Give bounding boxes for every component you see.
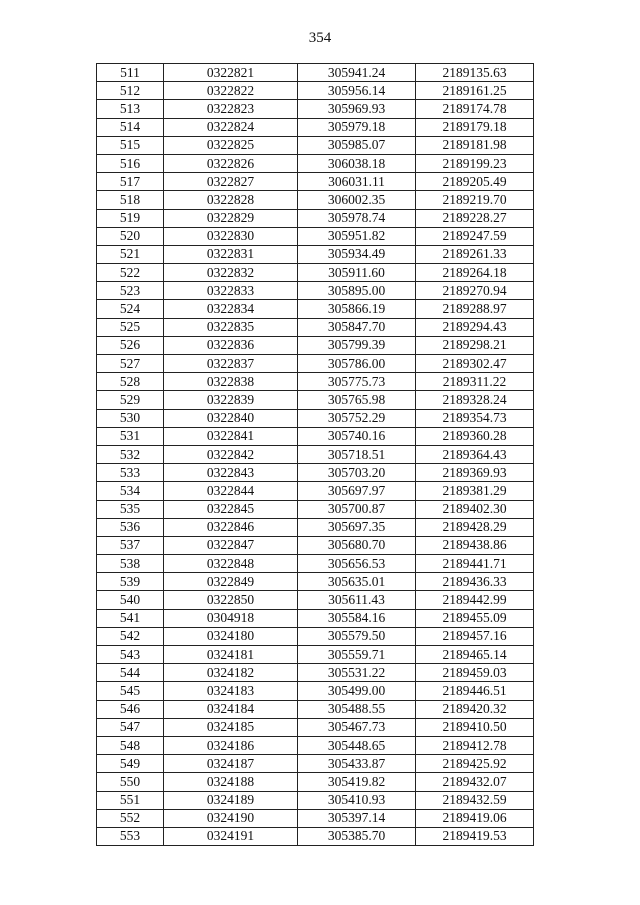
row-number-cell: 545 [97, 682, 164, 700]
point-id-cell: 0322824 [164, 118, 298, 136]
row-number-cell: 531 [97, 427, 164, 445]
point-id-cell: 0322827 [164, 173, 298, 191]
x-coordinate-cell: 305697.35 [298, 518, 416, 536]
row-number-cell: 519 [97, 209, 164, 227]
y-coordinate-cell: 2189360.28 [416, 427, 534, 445]
table-row [97, 500, 534, 518]
row-number-cell: 511 [97, 64, 164, 82]
point-id-cell: 0324184 [164, 700, 298, 718]
y-coordinate-cell: 2189364.43 [416, 445, 534, 463]
table-row [97, 227, 534, 245]
table-row [97, 682, 534, 700]
y-coordinate-cell: 2189420.32 [416, 700, 534, 718]
point-id-cell: 0322831 [164, 245, 298, 263]
x-coordinate-cell: 305680.70 [298, 536, 416, 554]
y-coordinate-cell: 2189459.03 [416, 664, 534, 682]
point-id-cell: 0322822 [164, 82, 298, 100]
x-coordinate-cell: 305978.74 [298, 209, 416, 227]
x-coordinate-cell: 305941.24 [298, 64, 416, 82]
x-coordinate-cell: 305385.70 [298, 827, 416, 845]
table-row [97, 82, 534, 100]
x-coordinate-cell: 305799.39 [298, 336, 416, 354]
point-id-cell: 0322835 [164, 318, 298, 336]
y-coordinate-cell: 2189199.23 [416, 154, 534, 172]
point-id-cell: 0324188 [164, 773, 298, 791]
y-coordinate-cell: 2189425.92 [416, 755, 534, 773]
x-coordinate-cell: 305559.71 [298, 646, 416, 664]
row-number-cell: 536 [97, 518, 164, 536]
row-number-cell: 527 [97, 355, 164, 373]
table-row [97, 136, 534, 154]
x-coordinate-cell: 305584.16 [298, 609, 416, 627]
point-id-cell: 0322848 [164, 555, 298, 573]
table-row [97, 118, 534, 136]
table-row [97, 373, 534, 391]
x-coordinate-cell: 305985.07 [298, 136, 416, 154]
table-row [97, 664, 534, 682]
x-coordinate-cell: 305419.82 [298, 773, 416, 791]
x-coordinate-cell: 305979.18 [298, 118, 416, 136]
row-number-cell: 517 [97, 173, 164, 191]
table-row [97, 555, 534, 573]
y-coordinate-cell: 2189264.18 [416, 264, 534, 282]
x-coordinate-cell: 305740.16 [298, 427, 416, 445]
coordinates-table [96, 63, 534, 846]
table-row [97, 336, 534, 354]
y-coordinate-cell: 2189441.71 [416, 555, 534, 573]
x-coordinate-cell: 305433.87 [298, 755, 416, 773]
row-number-cell: 546 [97, 700, 164, 718]
table-row [97, 154, 534, 172]
point-id-cell: 0322844 [164, 482, 298, 500]
point-id-cell: 0322821 [164, 64, 298, 82]
x-coordinate-cell: 305934.49 [298, 245, 416, 263]
point-id-cell: 0322832 [164, 264, 298, 282]
x-coordinate-cell: 305531.22 [298, 664, 416, 682]
point-id-cell: 0304918 [164, 609, 298, 627]
y-coordinate-cell: 2189298.21 [416, 336, 534, 354]
table-row [97, 518, 534, 536]
y-coordinate-cell: 2189465.14 [416, 646, 534, 664]
y-coordinate-cell: 2189438.86 [416, 536, 534, 554]
row-number-cell: 552 [97, 809, 164, 827]
point-id-cell: 0324190 [164, 809, 298, 827]
y-coordinate-cell: 2189174.78 [416, 100, 534, 118]
x-coordinate-cell: 305911.60 [298, 264, 416, 282]
table-row [97, 736, 534, 754]
y-coordinate-cell: 2189432.59 [416, 791, 534, 809]
row-number-cell: 513 [97, 100, 164, 118]
row-number-cell: 532 [97, 445, 164, 463]
point-id-cell: 0322828 [164, 191, 298, 209]
y-coordinate-cell: 2189369.93 [416, 464, 534, 482]
x-coordinate-cell: 305656.53 [298, 555, 416, 573]
table-row [97, 627, 534, 645]
y-coordinate-cell: 2189135.63 [416, 64, 534, 82]
point-id-cell: 0324191 [164, 827, 298, 845]
x-coordinate-cell: 306038.18 [298, 154, 416, 172]
point-id-cell: 0324186 [164, 736, 298, 754]
x-coordinate-cell: 305895.00 [298, 282, 416, 300]
x-coordinate-cell: 305703.20 [298, 464, 416, 482]
y-coordinate-cell: 2189432.07 [416, 773, 534, 791]
x-coordinate-cell: 305448.65 [298, 736, 416, 754]
x-coordinate-cell: 305499.00 [298, 682, 416, 700]
point-id-cell: 0322849 [164, 573, 298, 591]
table-row [97, 64, 534, 82]
row-number-cell: 529 [97, 391, 164, 409]
y-coordinate-cell: 2189311.22 [416, 373, 534, 391]
table-row [97, 245, 534, 263]
row-number-cell: 541 [97, 609, 164, 627]
row-number-cell: 521 [97, 245, 164, 263]
table-row [97, 809, 534, 827]
y-coordinate-cell: 2189402.30 [416, 500, 534, 518]
row-number-cell: 515 [97, 136, 164, 154]
point-id-cell: 0322839 [164, 391, 298, 409]
point-id-cell: 0322823 [164, 100, 298, 118]
x-coordinate-cell: 305467.73 [298, 718, 416, 736]
row-number-cell: 549 [97, 755, 164, 773]
point-id-cell: 0322843 [164, 464, 298, 482]
x-coordinate-cell: 305397.14 [298, 809, 416, 827]
y-coordinate-cell: 2189161.25 [416, 82, 534, 100]
row-number-cell: 534 [97, 482, 164, 500]
point-id-cell: 0322841 [164, 427, 298, 445]
page-number: 354 [308, 30, 332, 46]
y-coordinate-cell: 2189436.33 [416, 573, 534, 591]
point-id-cell: 0322830 [164, 227, 298, 245]
table-row [97, 427, 534, 445]
row-number-cell: 538 [97, 555, 164, 573]
row-number-cell: 514 [97, 118, 164, 136]
row-number-cell: 530 [97, 409, 164, 427]
row-number-cell: 522 [97, 264, 164, 282]
y-coordinate-cell: 2189261.33 [416, 245, 534, 263]
x-coordinate-cell: 305700.87 [298, 500, 416, 518]
y-coordinate-cell: 2189205.49 [416, 173, 534, 191]
point-id-cell: 0324187 [164, 755, 298, 773]
point-id-cell: 0324182 [164, 664, 298, 682]
point-id-cell: 0322850 [164, 591, 298, 609]
table-row [97, 464, 534, 482]
table-row [97, 773, 534, 791]
row-number-cell: 526 [97, 336, 164, 354]
x-coordinate-cell: 305951.82 [298, 227, 416, 245]
row-number-cell: 533 [97, 464, 164, 482]
y-coordinate-cell: 2189381.29 [416, 482, 534, 500]
x-coordinate-cell: 305752.29 [298, 409, 416, 427]
y-coordinate-cell: 2189354.73 [416, 409, 534, 427]
table-row [97, 482, 534, 500]
x-coordinate-cell: 305866.19 [298, 300, 416, 318]
y-coordinate-cell: 2189288.97 [416, 300, 534, 318]
y-coordinate-cell: 2189412.78 [416, 736, 534, 754]
point-id-cell: 0324189 [164, 791, 298, 809]
row-number-cell: 523 [97, 282, 164, 300]
point-id-cell: 0324181 [164, 646, 298, 664]
row-number-cell: 539 [97, 573, 164, 591]
point-id-cell: 0322840 [164, 409, 298, 427]
row-number-cell: 542 [97, 627, 164, 645]
y-coordinate-cell: 2189419.06 [416, 809, 534, 827]
table-row [97, 536, 534, 554]
table-body [97, 64, 534, 846]
table-row [97, 209, 534, 227]
row-number-cell: 547 [97, 718, 164, 736]
table-row [97, 264, 534, 282]
y-coordinate-cell: 2189419.53 [416, 827, 534, 845]
table-row [97, 173, 534, 191]
x-coordinate-cell: 305775.73 [298, 373, 416, 391]
table-row [97, 755, 534, 773]
table-row [97, 191, 534, 209]
y-coordinate-cell: 2189302.47 [416, 355, 534, 373]
table-row [97, 718, 534, 736]
y-coordinate-cell: 2189457.16 [416, 627, 534, 645]
point-id-cell: 0322833 [164, 282, 298, 300]
row-number-cell: 535 [97, 500, 164, 518]
row-number-cell: 551 [97, 791, 164, 809]
point-id-cell: 0322826 [164, 154, 298, 172]
table-row [97, 318, 534, 336]
x-coordinate-cell: 305956.14 [298, 82, 416, 100]
row-number-cell: 528 [97, 373, 164, 391]
x-coordinate-cell: 305969.93 [298, 100, 416, 118]
row-number-cell: 540 [97, 591, 164, 609]
point-id-cell: 0324185 [164, 718, 298, 736]
y-coordinate-cell: 2189455.09 [416, 609, 534, 627]
table-row [97, 827, 534, 845]
table-row [97, 100, 534, 118]
x-coordinate-cell: 305765.98 [298, 391, 416, 409]
x-coordinate-cell: 305786.00 [298, 355, 416, 373]
row-number-cell: 512 [97, 82, 164, 100]
row-number-cell: 524 [97, 300, 164, 318]
point-id-cell: 0322842 [164, 445, 298, 463]
y-coordinate-cell: 2189228.27 [416, 209, 534, 227]
table-row [97, 646, 534, 664]
x-coordinate-cell: 305635.01 [298, 573, 416, 591]
point-id-cell: 0324183 [164, 682, 298, 700]
table-row [97, 573, 534, 591]
y-coordinate-cell: 2189428.29 [416, 518, 534, 536]
row-number-cell: 537 [97, 536, 164, 554]
y-coordinate-cell: 2189181.98 [416, 136, 534, 154]
table-row [97, 300, 534, 318]
point-id-cell: 0322847 [164, 536, 298, 554]
x-coordinate-cell: 305718.51 [298, 445, 416, 463]
table-row [97, 445, 534, 463]
x-coordinate-cell: 306002.35 [298, 191, 416, 209]
y-coordinate-cell: 2189410.50 [416, 718, 534, 736]
row-number-cell: 520 [97, 227, 164, 245]
x-coordinate-cell: 305847.70 [298, 318, 416, 336]
y-coordinate-cell: 2189270.94 [416, 282, 534, 300]
table-row [97, 391, 534, 409]
point-id-cell: 0322834 [164, 300, 298, 318]
table-row [97, 700, 534, 718]
row-number-cell: 518 [97, 191, 164, 209]
row-number-cell: 543 [97, 646, 164, 664]
y-coordinate-cell: 2189446.51 [416, 682, 534, 700]
y-coordinate-cell: 2189328.24 [416, 391, 534, 409]
y-coordinate-cell: 2189442.99 [416, 591, 534, 609]
x-coordinate-cell: 305410.93 [298, 791, 416, 809]
point-id-cell: 0322838 [164, 373, 298, 391]
y-coordinate-cell: 2189219.70 [416, 191, 534, 209]
row-number-cell: 516 [97, 154, 164, 172]
row-number-cell: 544 [97, 664, 164, 682]
table-row [97, 791, 534, 809]
point-id-cell: 0322825 [164, 136, 298, 154]
y-coordinate-cell: 2189294.43 [416, 318, 534, 336]
table-row [97, 591, 534, 609]
point-id-cell: 0324180 [164, 627, 298, 645]
point-id-cell: 0322836 [164, 336, 298, 354]
point-id-cell: 0322845 [164, 500, 298, 518]
row-number-cell: 550 [97, 773, 164, 791]
table-row [97, 282, 534, 300]
y-coordinate-cell: 2189179.18 [416, 118, 534, 136]
x-coordinate-cell: 306031.11 [298, 173, 416, 191]
x-coordinate-cell: 305611.43 [298, 591, 416, 609]
point-id-cell: 0322829 [164, 209, 298, 227]
row-number-cell: 548 [97, 736, 164, 754]
point-id-cell: 0322846 [164, 518, 298, 536]
row-number-cell: 525 [97, 318, 164, 336]
row-number-cell: 553 [97, 827, 164, 845]
y-coordinate-cell: 2189247.59 [416, 227, 534, 245]
table-row [97, 355, 534, 373]
table-row [97, 409, 534, 427]
table-row [97, 609, 534, 627]
x-coordinate-cell: 305579.50 [298, 627, 416, 645]
x-coordinate-cell: 305697.97 [298, 482, 416, 500]
point-id-cell: 0322837 [164, 355, 298, 373]
x-coordinate-cell: 305488.55 [298, 700, 416, 718]
